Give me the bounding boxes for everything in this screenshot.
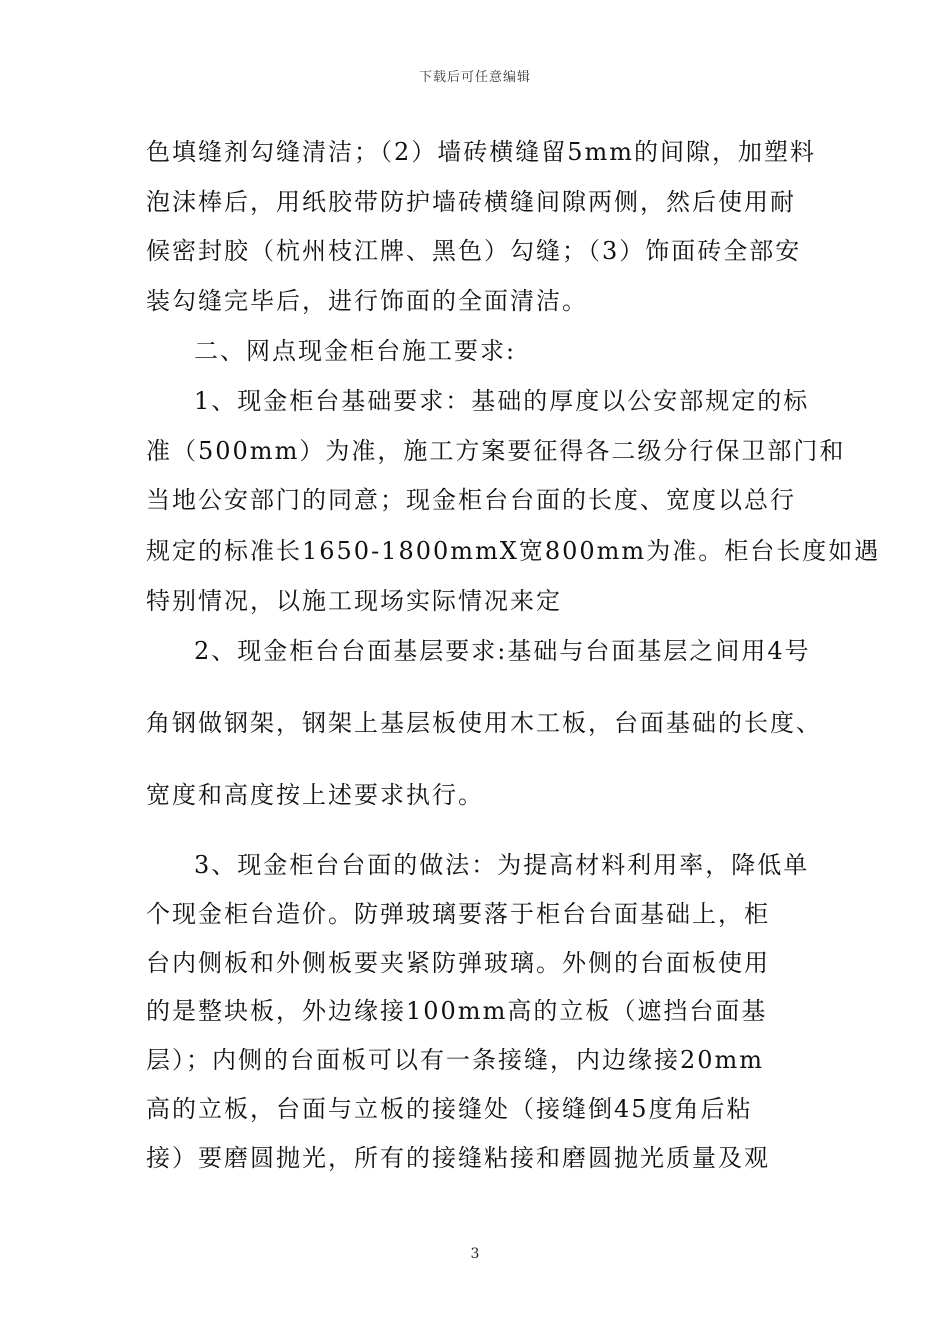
body-line: 特别情况，以施工现场实际情况来定 xyxy=(146,587,562,615)
body-line: 高的立板，台面与立板的接缝处（接缝倒45度角后粘 xyxy=(146,1095,753,1123)
body-line: 2、现金柜台台面基层要求:基础与台面基层之间用4号 xyxy=(194,637,811,665)
body-line: 3、现金柜台台面的做法：为提高材料利用率，降低单 xyxy=(194,851,810,879)
body-line: 角钢做钢架，钢架上基层板使用木工板，台面基础的长度、 xyxy=(146,709,822,737)
body-line: 个现金柜台造价。防弹玻璃要落于柜台台面基础上，柜 xyxy=(146,900,770,928)
body-line: 接）要磨圆抛光，所有的接缝粘接和磨圆抛光质量及观 xyxy=(146,1144,770,1172)
body-line: 色填缝剂勾缝清洁；（2）墙砖横缝留5mm的间隙，加塑料 xyxy=(146,138,817,166)
body-line: 装勾缝完毕后，进行饰面的全面清洁。 xyxy=(146,287,588,315)
body-line: 规定的标准长1650-1800mmX宽800mm为准。柜台长度如遇 xyxy=(146,537,881,565)
page-header-note: 下载后可任意编辑 xyxy=(418,70,531,85)
section-heading: 二、网点现金柜台施工要求: xyxy=(194,337,517,365)
body-line: 的是整块板，外边缘接100mm高的立板（遮挡台面基 xyxy=(146,997,768,1025)
body-line: 层）；内侧的台面板可以有一条接缝，内边缘接20mm xyxy=(146,1046,765,1074)
body-line: 泡沫棒后，用纸胶带防护墙砖横缝间隙两侧，然后使用耐 xyxy=(146,188,796,216)
page-number: 3 xyxy=(470,1246,480,1262)
body-line: 宽度和高度按上述要求执行。 xyxy=(146,781,484,809)
body-line: 台内侧板和外侧板要夹紧防弹玻璃。外侧的台面板使用 xyxy=(146,949,770,977)
body-line: 当地公安部门的同意；现金柜台台面的长度、宽度以总行 xyxy=(146,486,796,514)
body-line: 准（500mm）为准，施工方案要征得各二级分行保卫部门和 xyxy=(146,437,846,465)
body-line: 候密封胶（杭州枝江牌、黑色）勾缝；（3）饰面砖全部安 xyxy=(146,237,802,265)
body-line: 1、现金柜台基础要求：基础的厚度以公安部规定的标 xyxy=(194,387,810,415)
